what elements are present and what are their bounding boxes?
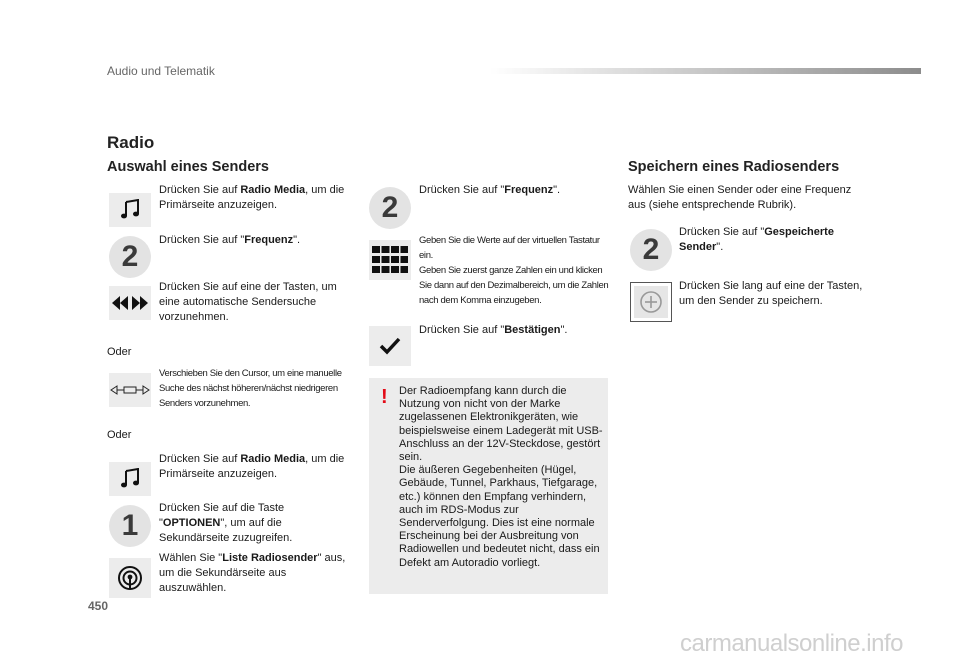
left-column-title: Auswahl eines Senders — [107, 159, 269, 175]
radio-station-icon — [109, 558, 151, 598]
step-badge-2: 2 — [109, 236, 151, 278]
step-gespeicherte-sender: Drücken Sie auf "Gespeicherte Sender". — [679, 226, 834, 253]
step-seek-buttons: Drücken Sie auf eine der Tasten, um eine automatische Sendersuche vorzunehmen. — [159, 281, 337, 323]
checkmark-icon — [369, 326, 411, 366]
step-frequenz-left: Drücken Sie auf "Frequenz". — [159, 234, 301, 246]
music-note-icon — [109, 462, 151, 496]
right-column-title: Speichern eines Radiosenders — [628, 159, 840, 175]
add-preset-icon — [630, 282, 672, 322]
watermark: carmanualsonline.info — [680, 630, 903, 657]
step-virtual-keyboard: Geben Sie die Werte auf der virtuellen Tastatur ein. Geben Sie zuerst ganze Zahlen ein und klicken Sie dann auf den Dezimalbereich, um die Zahlen nach dem Komma einzugeben. — [419, 235, 609, 306]
page-number: 450 — [88, 599, 109, 613]
step-long-press: Drücken Sie lang auf eine der Tasten, um den Sender zu speichern. — [679, 280, 863, 307]
oder-separator-2: Oder — [107, 429, 132, 441]
step-badge-2: 2 — [630, 229, 672, 271]
section-title: Radio — [107, 133, 155, 152]
step-manual-search: Verschieben Sie den Cursor, um eine manuelle Suche des nächst höheren/nächst niedrigeren Senders vorzunehmen. — [159, 368, 342, 409]
music-note-icon — [109, 193, 151, 227]
step-radio-media-1: Drücken Sie auf Radio Media, um die Primärseite anzuzeigen. — [159, 184, 345, 211]
step-frequenz-middle: Drücken Sie auf "Frequenz". — [419, 184, 561, 196]
slider-icon — [109, 373, 151, 407]
step-bestaetigen: Drücken Sie auf "Bestätigen". — [419, 324, 568, 336]
warning-icon: ! — [381, 386, 388, 408]
step-liste-radiosender: Wählen Sie "Liste Radiosender" aus, um die Sekundärseite aus auszuwählen. — [159, 552, 346, 594]
chapter-title: Audio und Telematik — [107, 64, 215, 78]
header-gradient-bar — [490, 68, 921, 74]
step-badge-1: 1 — [109, 505, 151, 547]
warning-text: Der Radioempfang kann durch die Nutzung von nicht von der Marke zugelassenen Elektronikgeräten, wie beispielsweise einem Ladegerät mit USB-Anschluss an der 12V-Steckdose, gestört sein. Die äußeren Gegebenheiten (Hügel, Gebäude, Tunnel, Parkhaus, Tiefgarage, etc.) können den Empfang verhindern, auch im RDS-Modus zur Senderverfolgung. Dies ist eine normale Erscheinung bei der Ausbreitung von Radiowellen und bedeutet nicht, dass ein Defekt am Autoradio vorliegt. — [399, 385, 603, 569]
step-optionen: Drücken Sie auf die Taste "OPTIONEN", um auf die Sekundärseite zuzugreifen. — [159, 502, 293, 544]
step-badge-2: 2 — [369, 187, 411, 229]
oder-separator-1: Oder — [107, 346, 132, 358]
step-radio-media-2: Drücken Sie auf Radio Media, um die Primärseite anzuzeigen. — [159, 453, 345, 480]
keypad-icon — [369, 240, 411, 280]
add-preset-icon-inner — [634, 286, 668, 318]
seek-arrows-icon — [109, 286, 151, 320]
right-intro: Wählen Sie einen Sender oder eine Frequenz aus (siehe entsprechende Rubrik). — [628, 184, 852, 211]
